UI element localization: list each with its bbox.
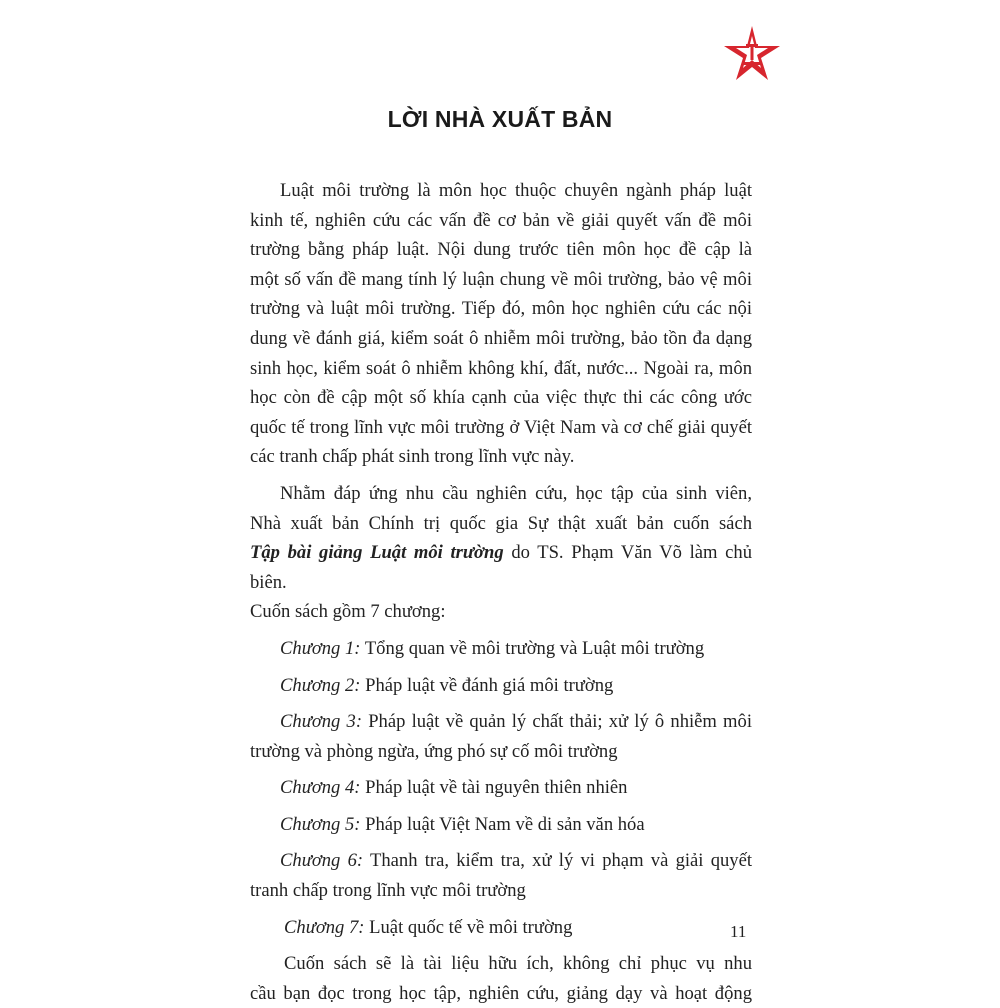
chapter-text: Pháp luật về tài nguyên thiên nhiên (365, 777, 628, 799)
chapter-item (250, 846, 752, 905)
text-line: Cuốn sách gồm 7 chương: (250, 601, 446, 623)
chapter-label: Chương 5: (280, 813, 361, 835)
text-line: Cuốn sách sẽ là tài liệu hữu ích, không chỉ phục vụ nhu (284, 953, 752, 975)
chapter-item (250, 707, 752, 766)
chapter-text: Tổng quan về môi trường và Luật môi trường (364, 637, 705, 659)
text-line: quốc tế trong lĩnh vực môi trường ở Việt Nam và cơ chế giải quyết (250, 416, 752, 438)
text-line: trường bằng pháp luật. Nội dung trước tiên môn học đề cập là (250, 239, 752, 261)
publisher-star-logo-icon (722, 24, 782, 84)
chapter-label: Chương 7: (284, 916, 365, 938)
paragraph-purpose (250, 479, 752, 627)
page-number: 11 (730, 922, 747, 941)
paragraph-closing (250, 949, 752, 1008)
chapter-text: tranh chấp trong lĩnh vực môi trường (250, 880, 526, 902)
chapter-text: Pháp luật về đánh giá môi trường (365, 674, 614, 696)
text-line: học còn đề cập một số khía cạnh của việc thực thi các công ước (250, 387, 752, 409)
chapter-item (250, 671, 752, 701)
text-line (250, 538, 752, 597)
chapter-item (250, 773, 752, 803)
chapter-label: Chương 1: (280, 637, 361, 659)
book-title: Tập bài giảng Luật môi trường (250, 542, 504, 564)
chapter-text: Pháp luật về quản lý chất thải; xử lý ô nhiễm môi (368, 711, 752, 733)
chapter-label: Chương 3: (280, 711, 363, 733)
chapter-label: Chương 6: (280, 850, 364, 872)
paragraph-intro (250, 176, 752, 472)
chapter-item (250, 913, 752, 943)
text-fragment: do TS. Phạm Văn Võ làm chủ biên. (250, 542, 752, 593)
text-line: các tranh chấp phát sinh trong lĩnh vực này. (250, 446, 575, 468)
chapter-text: trường và phòng ngừa, ứng phó sự cố môi trường (250, 740, 618, 762)
chapter-text: Luật quốc tế về môi trường (369, 916, 573, 938)
chapter-text: Thanh tra, kiểm tra, xử lý vi phạm và giải quyết (370, 850, 752, 872)
text-line: Nhằm đáp ứng nhu cầu nghiên cứu, học tập của sinh viên, (280, 482, 752, 504)
text-line: sinh học, kiểm soát ô nhiễm không khí, đất, nước... Ngoài ra, môn (250, 357, 752, 379)
chapter-label: Chương 2: (280, 674, 361, 696)
text-line: Nhà xuất bản Chính trị quốc gia Sự thật xuất bản cuốn sách (250, 512, 752, 534)
chapter-label: Chương 4: (280, 777, 361, 799)
page-title: LỜI NHÀ XUẤT BẢN (387, 106, 613, 132)
text-line: một số vấn đề mang tính lý luận chung về môi trường, bảo vệ môi (250, 268, 752, 290)
text-line: Luật môi trường là môn học thuộc chuyên ngành pháp luật (280, 180, 752, 201)
text-line: kinh tế, nghiên cứu các vấn đề cơ bản về giải quyết vấn đề môi (250, 209, 752, 231)
chapter-item (250, 634, 752, 664)
text-line: cầu bạn đọc trong học tập, nghiên cứu, giảng dạy và hoạt động (250, 982, 752, 1004)
chapter-text: Pháp luật Việt Nam về di sản văn hóa (365, 813, 645, 835)
body-text (250, 176, 752, 1008)
chapter-item (250, 810, 752, 840)
text-line: trường và luật môi trường. Tiếp đó, môn học nghiên cứu các nội (250, 298, 752, 320)
text-line: dung về đánh giá, kiểm soát ô nhiễm môi trường, bảo tồn đa dạng (250, 327, 752, 349)
